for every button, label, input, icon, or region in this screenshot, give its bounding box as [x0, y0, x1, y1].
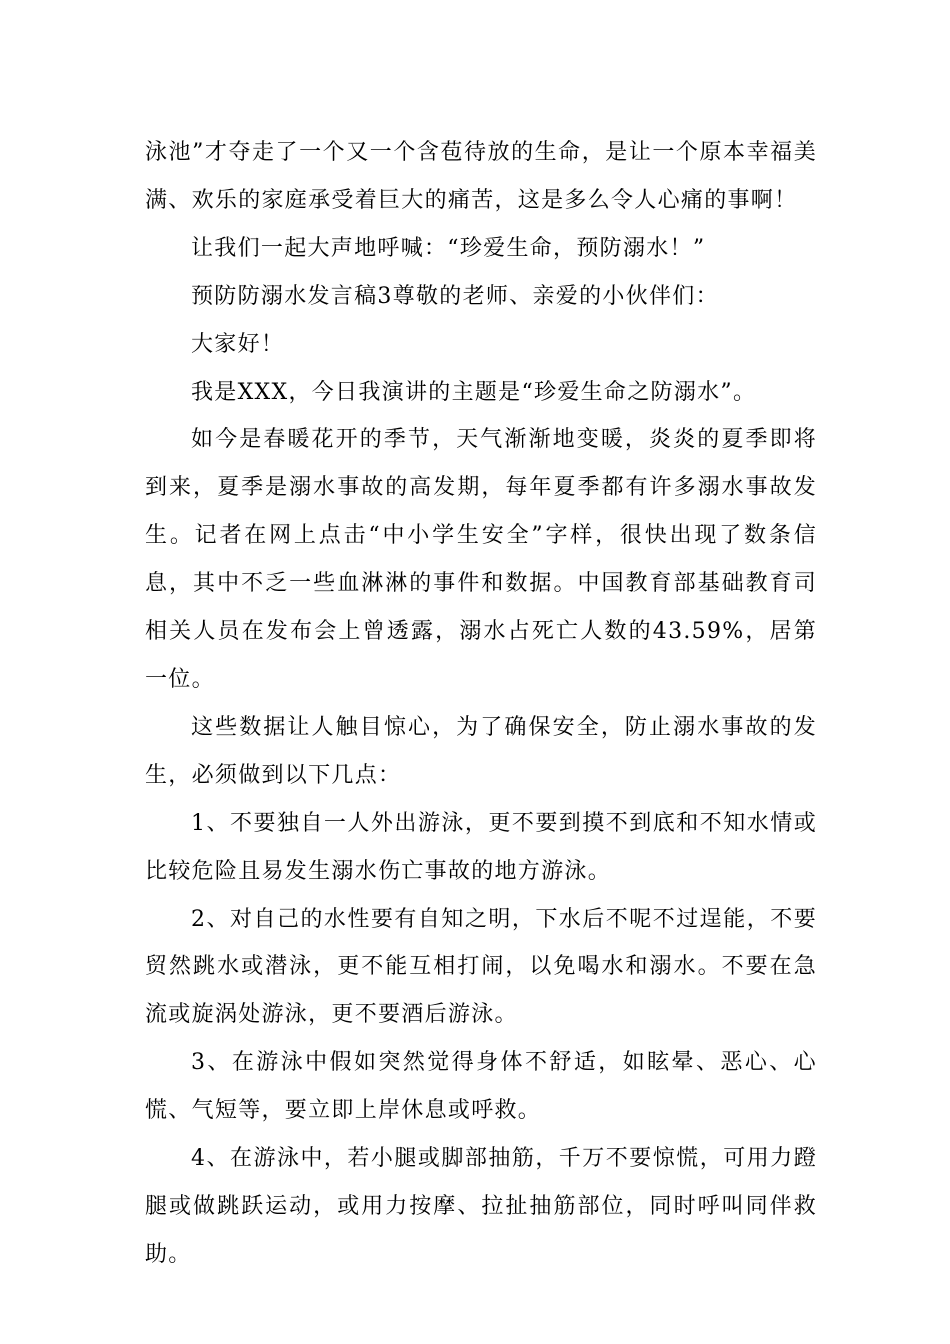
paragraph: 4、在游泳中，若小腿或脚部抽筋，千万不要惊慌，可用力蹬腿或做跳跃运动，或用力按摩、拉扯抽筋部位，同时呼叫同伴救助。	[145, 1146, 817, 1267]
paragraph: 1、不要独自一人外出游泳，更不要到摸不到底和不知水情或比较危险且易发生溺水伤亡事故的地方游泳。	[145, 810, 817, 884]
paragraph: 泳池”才夺走了一个又一个含苞待放的生命，是让一个原本幸福美满、欢乐的家庭承受着巨大的痛苦，这是多么令人心痛的事啊！	[145, 140, 817, 213]
paragraph: 3、在游泳中假如突然觉得身体不舒适，如眩晕、恶心、心慌、气短等，要立即上岸休息或呼救。	[145, 1050, 817, 1124]
paragraph: 让我们一起大声地呼喊：“珍爱生命，预防溺水！”	[191, 235, 706, 261]
document-body	[145, 129, 817, 1279]
paragraph: 如今是春暖花开的季节，天气渐渐地变暖，炎炎的夏季即将到来，夏季是溺水事故的高发期，每年夏季都有许多溺水事故发生。记者在网上点击“中小学生安全”字样，很快出现了数条信息，其中不乏一些血淋淋的事件和数据。中国教育部基础教育司相关人员在发布会上曾透露，溺水占死亡人数的43.59%，居第一位。	[145, 427, 817, 692]
paragraph: 这些数据让人触目惊心，为了确保安全，防止溺水事故的发生，必须做到以下几点：	[145, 714, 817, 788]
paragraph: 大家好！	[191, 331, 285, 357]
paragraph: 我是XXX，今日我演讲的主题是“珍爱生命之防溺水”。	[191, 379, 757, 405]
paragraph: 预防防溺水发言稿3尊敬的老师、亲爱的小伙伴们：	[191, 283, 719, 309]
paragraph: 2、对自己的水性要有自知之明，下水后不呢不过逞能，不要贸然跳水或潜泳，更不能互相打闹，以免喝水和溺水。不要在急流或旋涡处游泳，更不要酒后游泳。	[145, 906, 817, 1028]
